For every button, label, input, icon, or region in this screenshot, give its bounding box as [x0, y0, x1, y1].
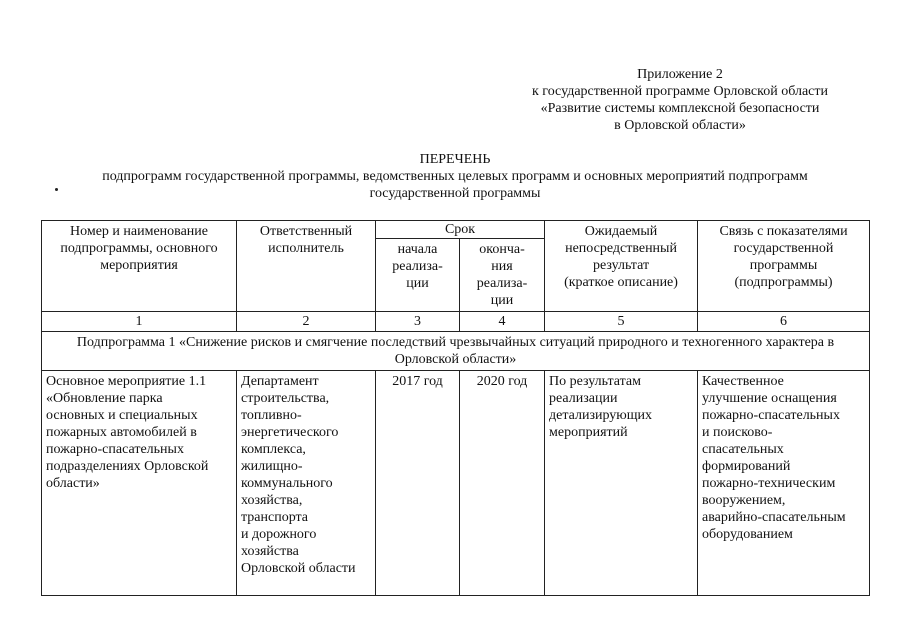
- appendix-line: в Орловской области»: [614, 118, 746, 133]
- column-number: 1: [42, 312, 237, 332]
- title-heading: ПЕРЕЧЕНЬ: [419, 152, 491, 167]
- header-executor: Ответственный исполнитель: [237, 221, 376, 312]
- header-end: оконча- ния реализа- ции: [460, 239, 545, 312]
- header-link: Связь с показателями государственной программы (подпрограммы): [698, 221, 870, 312]
- header-measure: Номер и наименование подпрограммы, основного мероприятия: [42, 221, 237, 312]
- link-cell: Качественное улучшение оснащения пожарно-спасательных и поисково- спасательных формирований пожарно-техническим вооружением, аварийно-спасательным оборудованием: [698, 371, 870, 596]
- program-table: [41, 220, 870, 596]
- document-title: [40, 151, 870, 202]
- header-term: Срок: [376, 221, 545, 239]
- table-row: [42, 371, 870, 596]
- subprogram-row: [42, 332, 870, 371]
- result-cell: По результатам реализации детализирующих мероприятий: [545, 371, 698, 596]
- column-number: 2: [237, 312, 376, 332]
- column-number: 6: [698, 312, 870, 332]
- header-row: [42, 221, 870, 239]
- subprogram-title: Подпрограмма 1 «Снижение рисков и смягчение последствий чрезвычайных ситуаций природного и техногенного характера в Орловской области»: [42, 332, 870, 371]
- column-number: 5: [545, 312, 698, 332]
- appendix-line: Приложение 2: [637, 67, 723, 82]
- header-start: начала реализа- ции: [376, 239, 460, 312]
- measure-cell: Основное мероприятие 1.1 «Обновление парка основных и специальных пожарных автомобилей в пожарно-спасательных подразделениях Орловской области»: [42, 371, 237, 596]
- header-result: Ожидаемый непосредственный результат (краткое описание): [545, 221, 698, 312]
- end-year-cell: 2020 год: [460, 371, 545, 596]
- title-line: государственной программы: [369, 186, 541, 201]
- start-year-cell: 2017 год: [376, 371, 460, 596]
- appendix-line: к государственной программе Орловской области: [532, 84, 828, 99]
- executor-cell: Департамент строительства, топливно- энергетического комплекса, жилищно- коммунального хозяйства, транспорта и дорожного хозяйства Орловской области: [237, 371, 376, 596]
- appendix-header: [480, 66, 880, 134]
- column-number: 4: [460, 312, 545, 332]
- title-line: подпрограмм государственной программы, ведомственных целевых программ и основных мероприятий подпрограмм: [102, 169, 808, 184]
- column-number: 3: [376, 312, 460, 332]
- column-number-row: [42, 312, 870, 332]
- appendix-line: «Развитие системы комплексной безопасности: [540, 101, 820, 116]
